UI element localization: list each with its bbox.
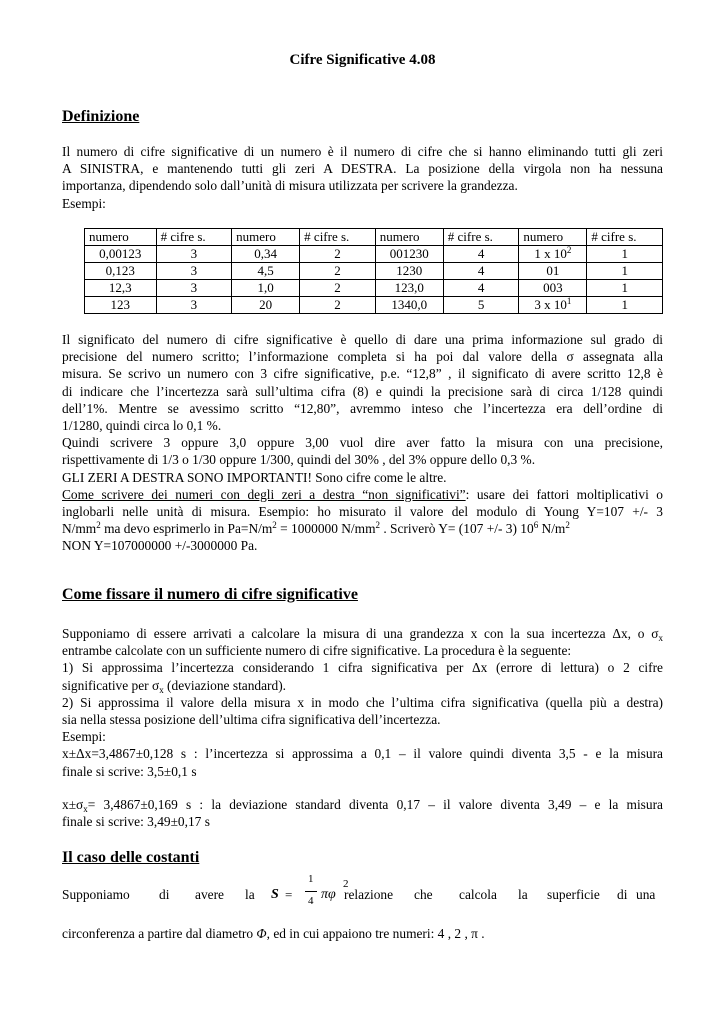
heading-come-fissare: Come fissare il numero di cifre significative xyxy=(62,586,358,603)
heading-costanti: Il caso delle costanti xyxy=(62,849,200,866)
area-formula: S = 1 4 πφ 2 xyxy=(271,873,349,907)
paragraph-constants: circonferenza a partire dal diametro Φ, ed in cui appaiono tre numeri: 4 , 2 , π . xyxy=(62,926,485,941)
paragraph-example-2: $x\pm\sigma_x= 3,4867\pm 0,169$ s : la deviazione standard diventa 0,17 – il valore diventa 3,49 – e la misura finale si scrive: 3,49±0,17 s xyxy=(62,797,663,830)
paragraph-definition: Il numero di cifre significative di un numero è il numero di cifre che si hanno eliminando tutti gli zeri A SINISTRA, e mantenendo tutti gli zeri A DESTRA. La posizione della virgola non ha nessuna importanza, dipendendo solo dall’unità di misura utilizzata per scrivere la grandezza. Esempi: xyxy=(62,144,663,211)
table-row: 12,3 3 1,0 2 123,0 4 003 1 xyxy=(85,280,663,297)
paragraph-significance: Il significato del numero di cifre significative è quello di dare una prima informazione sul grado di precisione del numero scritto; l’informazione completa si ha poi dal valore della σ assegnata alla misura. Se scrivo un numero con 3 cifre significative, p.e. “12,8” , il significato di avere scritto 12,8 è di indicare che l’incertezza sarà sull’ultima cifra (8) e quindi la precisione sarà di circa 1/128 quindi dell’1%. Mentre se avessimo scritto “12,80”, avremmo inteso che l’incertezza era dell’ordine di 1/1280, quindi circa lo 0,1 %. Quindi scrivere 3 oppure 3,0 oppure 3,00 vuol dire aver fatto la misura con una precisione, rispettivamente di 1/3 o 1/30 oppure 1/300, quindi del 30% , del 3% oppure dello 0,3 %. GLI ZERI A DESTRA SONO IMPORTANTI! Sono cifre come le altre. Come scrivere dei numeri con degli zeri a destra “non significativi”: usare dei fattori moltiplicativi o inglobarli nelle unità di misura. Esempio: ho misurato il valore del modulo di Young Y=107 +/- 3 $N/mm^2$ ma devo esprimerlo in $Pa=N/m^2 = 1000000$ $N/mm^2$ . Scriverò Y= (107 +/- 3) $10^6$ $N/m^2$ NON Y=107000000 +/-3000000 Pa. xyxy=(62,332,663,554)
table-header-row: numero # cifre s. numero # cifre s. numero # cifre s. numero # cifre s. xyxy=(85,229,663,246)
formula-line: Supponiamo di avere la relazione che calcola la superficie di una xyxy=(62,887,656,902)
fraction-bar xyxy=(305,891,317,892)
table-row: 0,123 3 4,5 2 1230 4 01 1 xyxy=(85,263,663,280)
table-row: 0,00123 3 0,34 2 001230 4 1 x $10^2$ 1 xyxy=(85,246,663,263)
paragraph-procedure: Supponiamo di essere arrivati a calcolare la misura di una grandezza x con la sua incertezza Δx, o $\sigma_x$ entrambe calcolate con un sufficiente numero di cifre significative. La procedura è la seguente: 1) Si approssima l’incertezza considerando 1 cifra significativa per Δx (errore di lettura) o 2 cifre significative per $\sigma_x$ (deviazione standard). 2) Si approssima il valore della misura x in modo che l’ultima cifra significativa (quella più a destra) sia nella stessa posizione dell’ultima cifra significativa dell’incertezza. Esempi: x±Δx=3,4867±0,128 s : l’incertezza si approssima a 0,1 – il valore quindi diventa 3,5 - e la misura finale si scrive: 3,5±0,1 s xyxy=(62,626,664,779)
document-title: Cifre Significative 4.08 xyxy=(289,52,436,68)
underlined-note: Come scrivere dei numeri con degli zeri a destra “non significativi” xyxy=(62,486,466,502)
examples-table xyxy=(84,228,663,314)
heading-definizione: Definizione xyxy=(62,108,140,125)
table-row: 123 3 20 2 1340,0 5 3 x $10^1$ 1 xyxy=(85,297,663,314)
